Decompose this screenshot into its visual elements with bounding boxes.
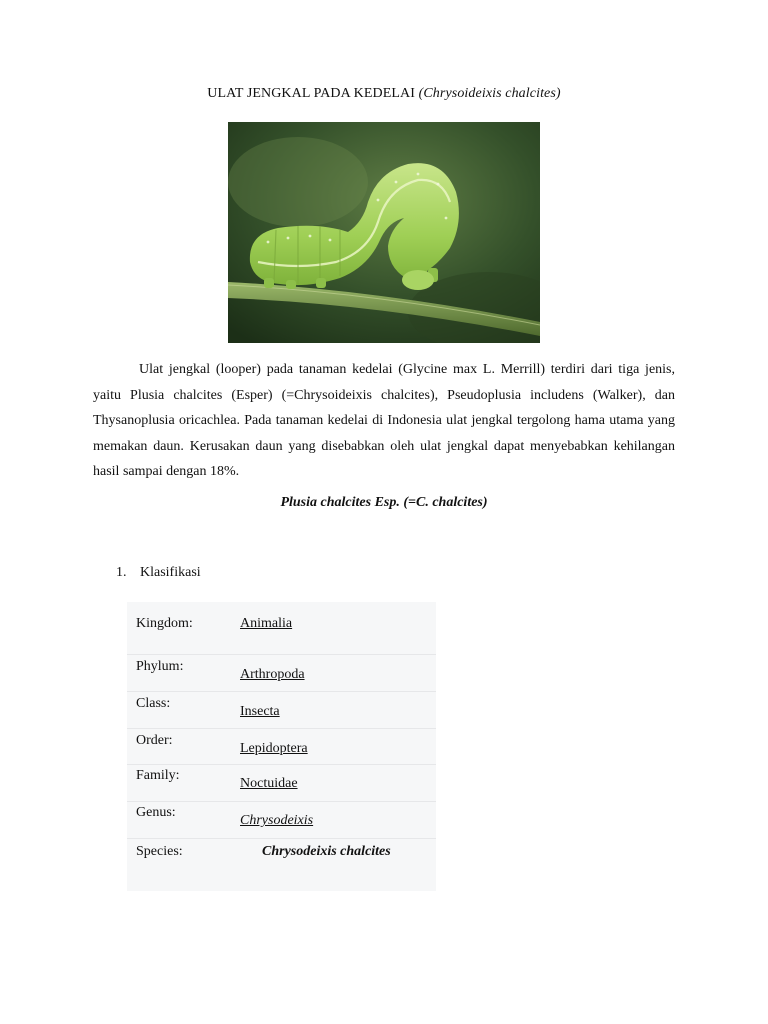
row-value-link[interactable]: Arthropoda [240, 667, 305, 682]
classification-heading [116, 565, 201, 581]
list-heading-label: Klasifikasi [140, 565, 201, 580]
classification-table [127, 602, 436, 891]
title-scientific-name: (Chrysoideixis chalcites) [418, 86, 561, 101]
caterpillar-photo [228, 122, 540, 343]
row-key: Species: [136, 844, 183, 859]
intro-paragraph [93, 357, 675, 485]
classification-row-class [127, 691, 436, 729]
classification-row-phylum [127, 654, 436, 692]
title-main: ULAT JENGKAL PADA KEDELAI [207, 86, 415, 101]
classification-row-kingdom [127, 602, 436, 655]
classification-row-genus [127, 801, 436, 839]
classification-row-species [127, 838, 436, 891]
row-value-link[interactable]: Chrysodeixis [240, 813, 314, 828]
classification-row-family [127, 764, 436, 802]
row-key: Order: [136, 733, 173, 748]
document-title [0, 86, 768, 102]
species-subtitle: Plusia chalcites Esp. (=C. chalcites) [280, 495, 488, 510]
row-key: Kingdom: [136, 616, 193, 631]
classification-row-order [127, 728, 436, 765]
row-value-link[interactable]: Animalia [240, 616, 293, 631]
row-value-link[interactable]: Noctuidae [240, 776, 298, 791]
row-key: Phylum: [136, 659, 184, 674]
list-number: 1. [116, 565, 127, 580]
row-key: Genus: [136, 805, 176, 820]
intro-paragraph-text: Ulat jengkal (looper) pada tanaman kedelai (Glycine max L. Merrill) terdiri dari tiga jenis, yaitu Plusia chalcites (Esper) (=Chrysoideixis chalcites), Pseudoplusia includens (Walker), dan Thysanoplusia oricachlea. Pada tanaman kedelai di Indonesia ulat jengkal tergolong hama utama yang memakan daun. Kerusakan daun yang disebabkan oleh ulat jengkal dapat menyebabkan kehilangan hasil sampai dengan 18%. [93, 362, 675, 479]
row-value-link[interactable]: Lepidoptera [240, 741, 308, 756]
row-value-link[interactable]: Insecta [240, 704, 280, 719]
row-key: Family: [136, 768, 180, 783]
row-key: Class: [136, 696, 171, 711]
row-value-species: Chrysodeixis chalcites [262, 844, 391, 859]
